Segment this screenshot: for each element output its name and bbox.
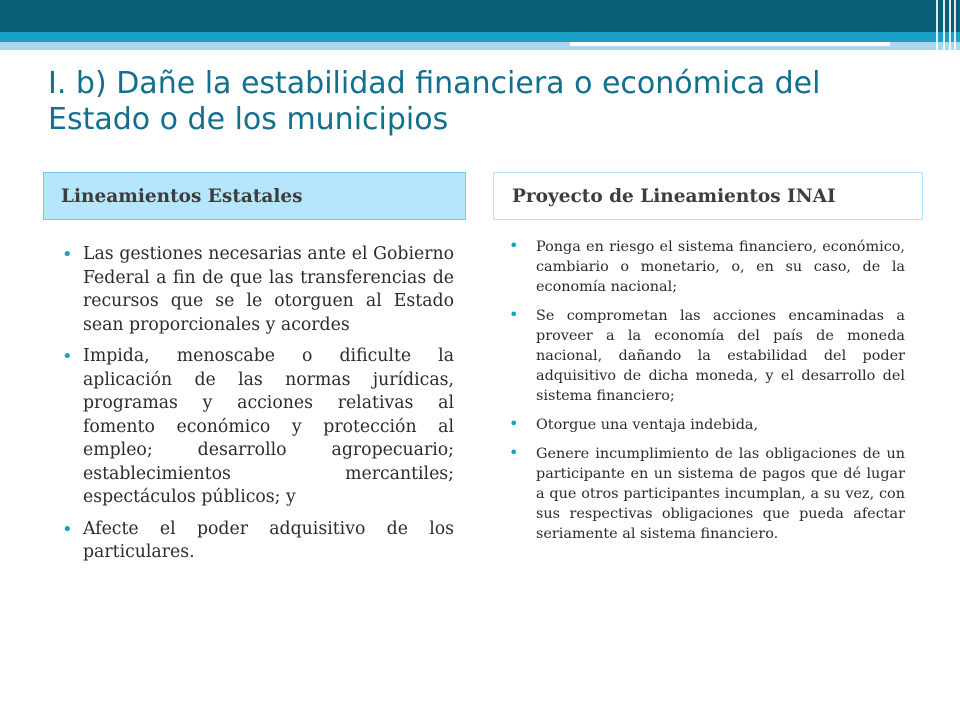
right-bullet-item: • Ponga en riesgo el sistema financiero, económico, cambiario o monetario, o, en su caso, de la economía nacional; xyxy=(509,237,905,297)
right-bullet-item: • Otorgue una ventaja indebida, xyxy=(509,415,905,435)
header-band-dark xyxy=(0,0,960,32)
right-bullet-list xyxy=(509,237,905,553)
left-bullet-item: • Afecte el poder adquisitivo de los particulares. xyxy=(62,518,454,565)
corner-stripes-decoration xyxy=(930,0,960,62)
left-bullet-list xyxy=(62,243,454,573)
left-bullet-item: • Impida, menoscabe o dificulte la aplicación de las normas jurídicas, programas y acciones relativas al fomento económico y protección al empleo; desarrollo agropecuario; establecimientos mercantiles; espectáculos públicos; y xyxy=(62,345,454,510)
header-white-line-lower xyxy=(570,52,890,55)
right-column-header: Proyecto de Lineamientos INAI xyxy=(493,172,923,220)
header-band-teal xyxy=(0,32,960,42)
right-bullet-item: • Se comprometan las acciones encaminadas a proveer a la economía del país de moneda nacional, dañando la estabilidad del poder adquisitivo de dicha moneda, y el desarrollo del sistema financiero; xyxy=(509,306,905,406)
left-bullet-item: • Las gestiones necesarias ante el Gobierno Federal a fin de que las transferencias de recursos que se le otorguen al Estado sean proporcionales y acordes xyxy=(62,243,454,337)
left-column-header: Lineamientos Estatales xyxy=(43,172,466,220)
header-accent-line xyxy=(0,52,570,53)
right-bullet-item: • Genere incumplimiento de las obligaciones de un participante en un sistema de pagos que dé lugar a que otros participantes incumplan, a su vez, con sus respectivas obligaciones que pueda afectar seriamente al sistema financiero. xyxy=(509,444,905,544)
slide-title: I. b) Dañe la estabilidad financiera o económica del Estado o de los municipios xyxy=(48,66,821,137)
header-white-line xyxy=(570,42,890,46)
